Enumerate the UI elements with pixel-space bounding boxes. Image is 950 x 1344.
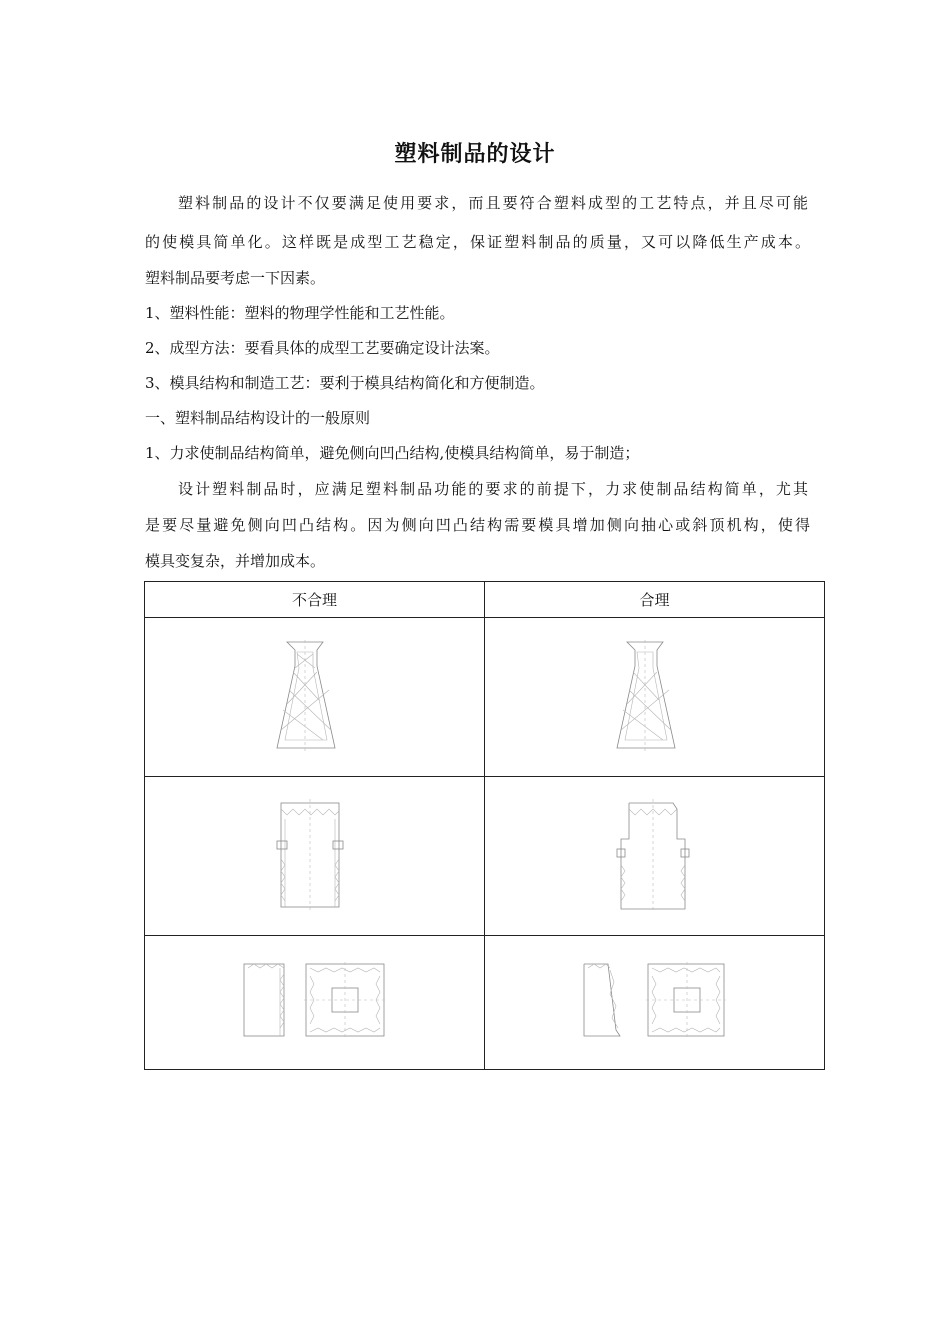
- cell-unreasonable-1: [145, 618, 485, 777]
- body-paragraph-line-3: 模具变复杂，并增加成本。: [145, 552, 326, 570]
- tapered-part-drawing: [275, 640, 355, 755]
- side-undercut-part-drawing: [275, 799, 355, 914]
- body-paragraph-line-1: 设计塑料制品时，应满足塑料制品功能的要求的前提下，力求使制品结构简单，尤其: [178, 480, 808, 498]
- factor-item-3: 3、模具结构和制造工艺：要利于模具结构简化和方便制造。: [145, 374, 545, 392]
- tapered-part-drawing-improved: [615, 640, 695, 755]
- header-unreasonable: 不合理: [145, 582, 485, 618]
- cell-reasonable-1: [485, 618, 825, 777]
- factor-item-1: 1、塑料性能：塑料的物理学性能和工艺性能。: [145, 304, 455, 322]
- header-reasonable: 合理: [485, 582, 825, 618]
- cell-unreasonable-3: [145, 936, 485, 1070]
- comparison-table: [144, 581, 825, 1070]
- factor-item-2: 2、成型方法：要看具体的成型工艺要确定设计法案。: [145, 339, 500, 357]
- cell-reasonable-2: [485, 777, 825, 936]
- page-title: 塑料制品的设计: [394, 141, 556, 167]
- cell-unreasonable-2: [145, 777, 485, 936]
- intro-paragraph-line-3: 塑料制品要考虑一下因素。: [145, 269, 326, 287]
- intro-paragraph-line-1: 塑料制品的设计不仅要满足使用要求，而且要符合塑料成型的工艺特点，并且尽可能: [178, 194, 808, 212]
- section-heading: 一、塑料制品结构设计的一般原则: [145, 409, 371, 427]
- stepped-part-drawing: [615, 799, 695, 914]
- box-part-section-and-plan-drawing: [240, 960, 390, 1045]
- rule-heading: 1、力求使制品结构简单，避免侧向凹凸结构,使模具结构简单，易于制造；: [145, 444, 640, 462]
- intro-paragraph-line-2: 的使模具简单化。这样既是成型工艺稳定，保证塑料制品的质量，又可以降低生产成本。: [145, 233, 810, 251]
- box-part-drafted-drawing: [580, 960, 730, 1045]
- cell-reasonable-3: [485, 936, 825, 1070]
- body-paragraph-line-2: 是要尽量避免侧向凹凸结构。因为侧向凹凸结构需要模具增加侧向抽心或斜顶机构，使得: [145, 516, 810, 534]
